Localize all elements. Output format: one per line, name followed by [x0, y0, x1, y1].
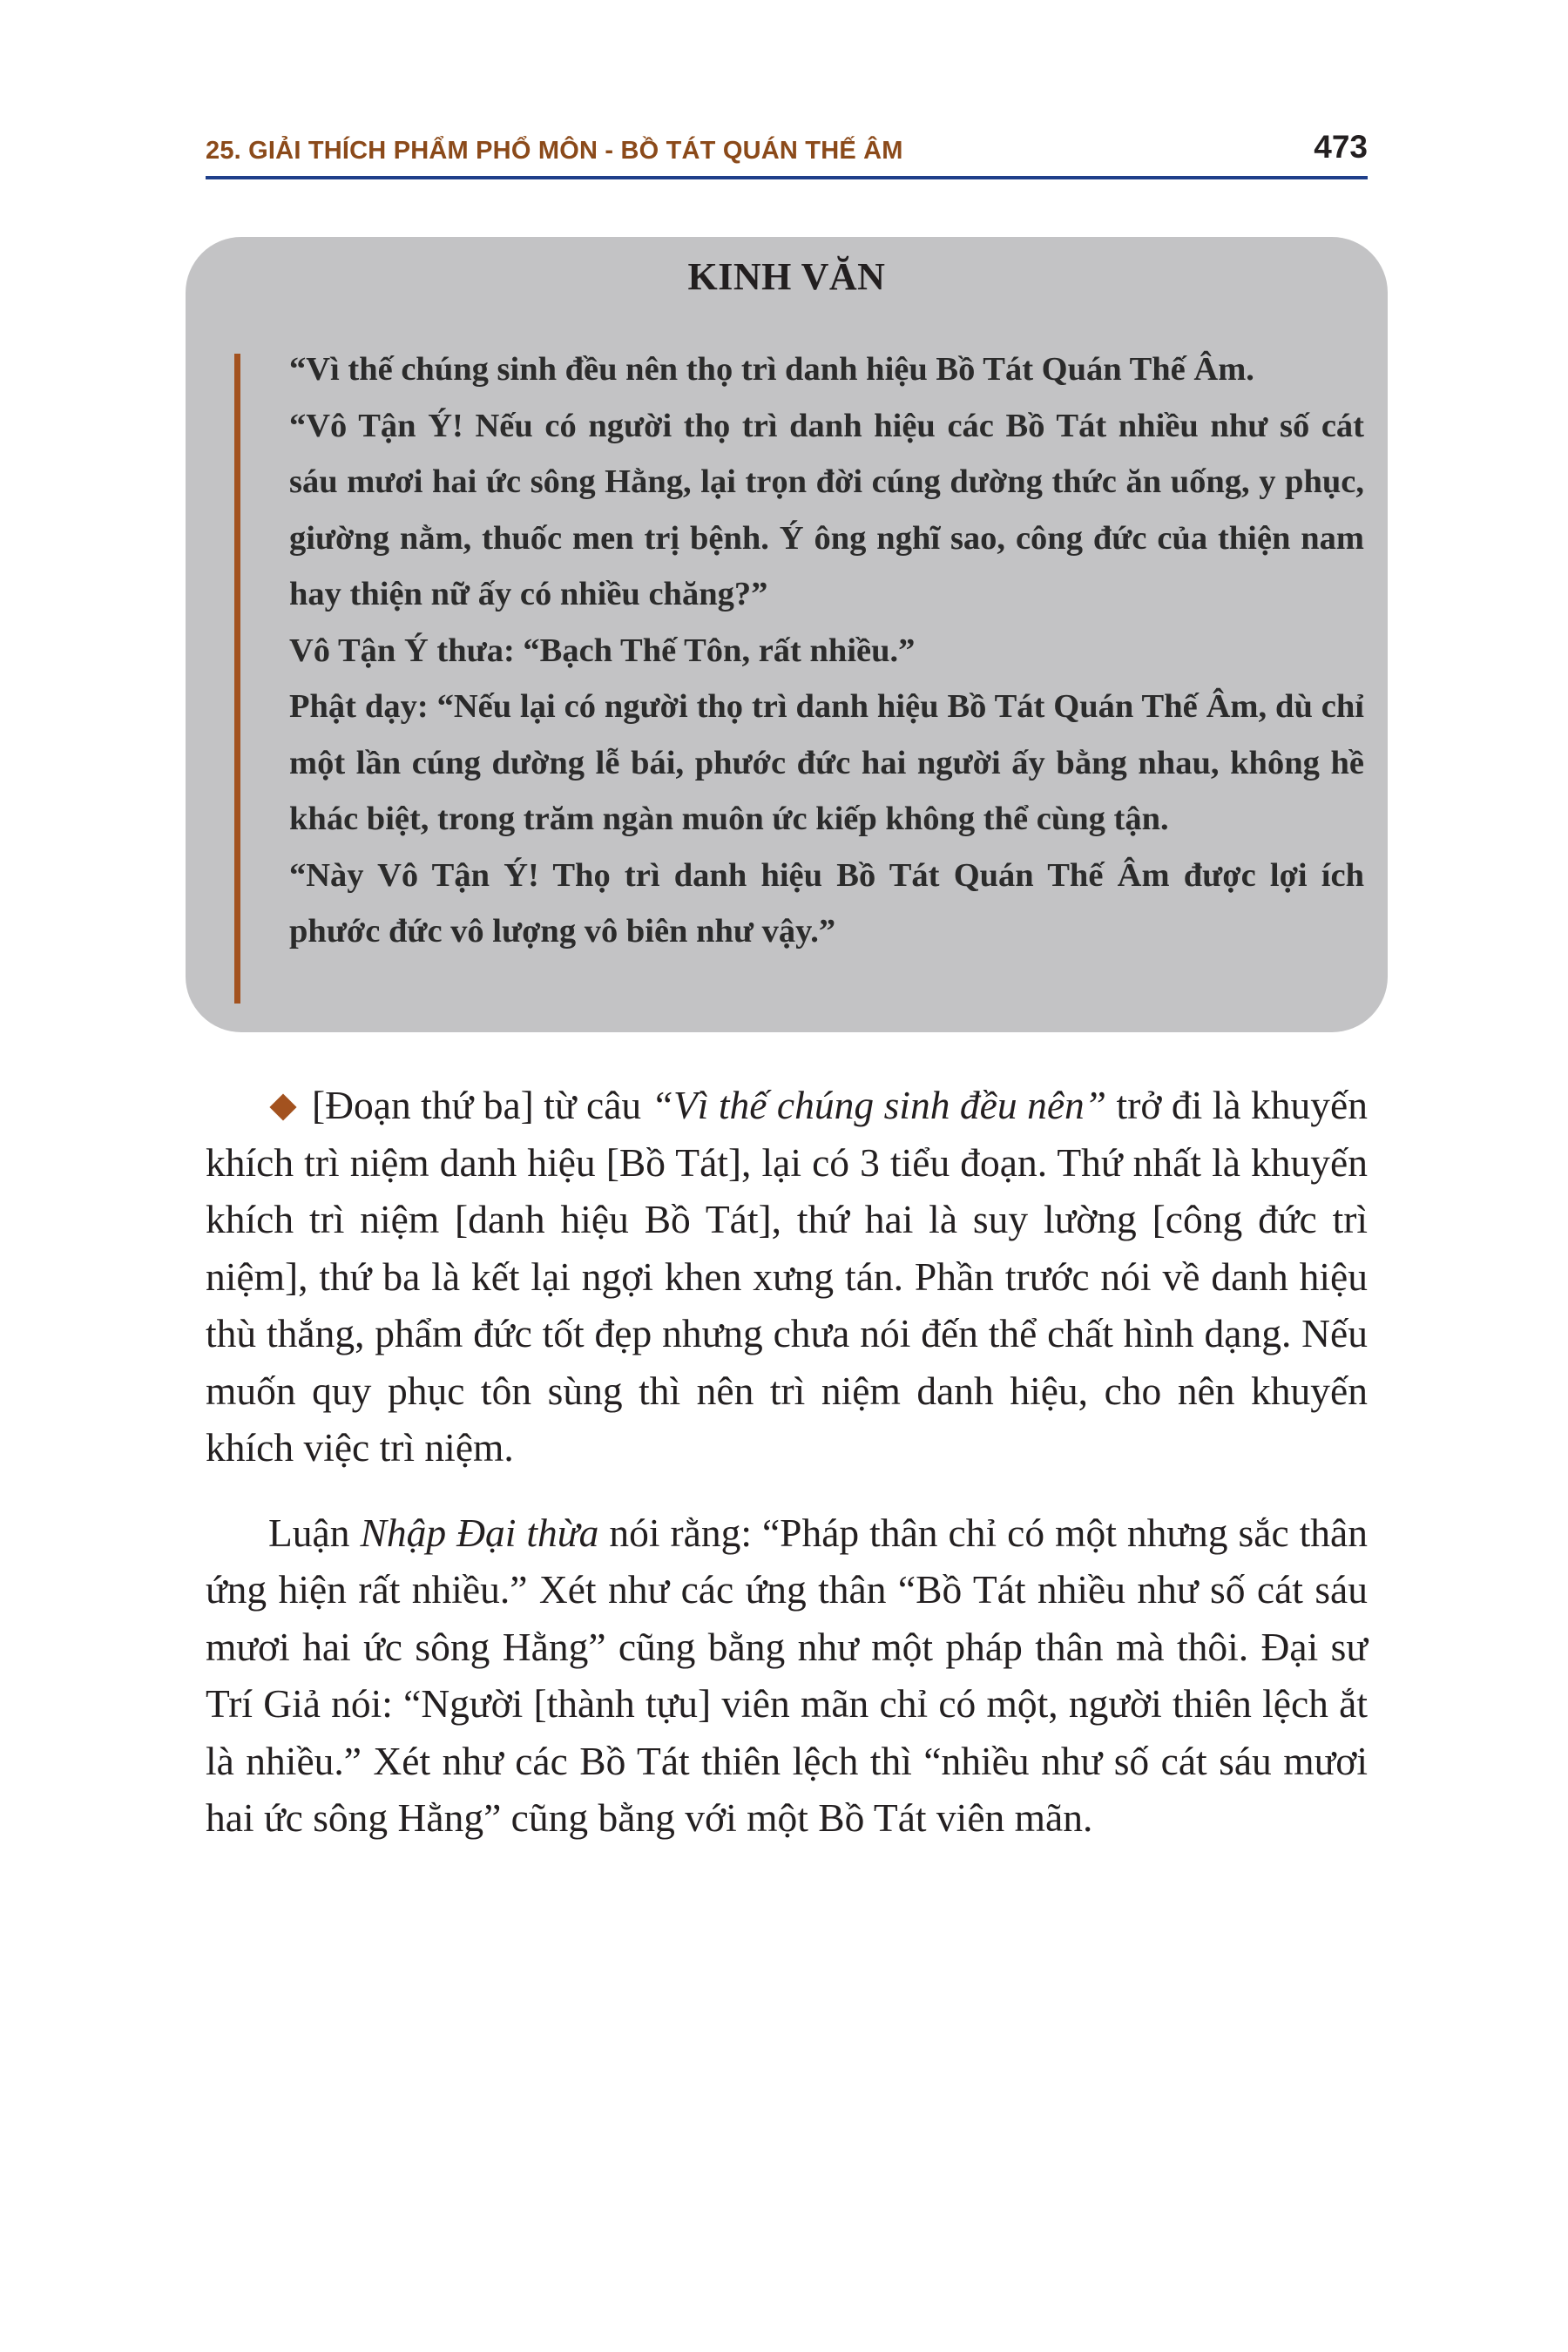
chapter-title: 25. GIẢI THÍCH PHẨM PHỔ MÔN - BỒ TÁT QUÁN THẾ ÂM [206, 137, 903, 165]
scripture-accent-bar [234, 354, 240, 1004]
commentary-text: nói rằng: “Pháp thân chỉ có một nhưng sắc thân ứng hiện rất nhiều.” Xét như các ứng thân “Bồ Tát nhiều như số cát sáu mươi hai ức sông Hằng” cũng bằng như một pháp thân mà thôi. Đại sư Trí Giả nói: “Người [thành tựu] viên mãn chỉ có một, người thiên lệch ắt là nhiều.” Xét như các Bồ Tát thiên lệch thì “nhiều như số cát sáu mươi hai ức sông Hằng” cũng bằng với một Bồ Tát viên mãn. [206, 1510, 1368, 1840]
book-title: Nhập Đại thừa [360, 1510, 599, 1555]
commentary-paragraph [206, 1077, 1368, 1477]
commentary-text: trở đi là khuyến khích trì niệm danh hiệu [Bồ Tát], lại có 3 tiểu đoạn. Thứ nhất là khuyến khích trì niệm [danh hiệu Bồ Tát], thứ hai là suy lường [công đức trì niệm], thứ ba là kết lại ngợi khen xưng tán. Phần trước nói về danh hiệu thù thắng, phẩm đức tốt đẹp nhưng chưa nói đến thể chất hình dạng. Nếu muốn quy phục tôn sùng thì nên trì niệm danh hiệu, cho nên khuyến khích việc trì niệm. [206, 1083, 1368, 1470]
scripture-paragraph: “Vô Tận Ý! Nếu có người thọ trì danh hiệu các Bồ Tát nhiều như số cát sáu mươi hai ức sông Hằng, lại trọn đời cúng dường thức ăn uống, y phục, giường nằm, thuốc men trị bệnh. Ý ông nghĩ sao, công đức của thiện nam hay thiện nữ ấy có nhiều chăng?” [289, 407, 1364, 612]
quoted-phrase: “Vì thế chúng sinh đều nên” [651, 1083, 1107, 1127]
scripture-paragraph: Vô Tận Ý thưa: “Bạch Thế Tôn, rất nhiều.” [289, 632, 916, 669]
commentary [206, 1077, 1368, 1847]
commentary-text: Luận [268, 1510, 361, 1555]
commentary-text: [Đoạn thứ ba] từ câu [312, 1083, 652, 1127]
scripture-paragraph: “Này Vô Tận Ý! Thọ trì danh hiệu Bồ Tát Quán Thế Âm được lợi ích phước đức vô lượng vô biên như vậy.” [289, 856, 1364, 950]
commentary-paragraph [206, 1504, 1368, 1847]
scripture-paragraph: Phật dạy: “Nếu lại có người thọ trì danh hiệu Bồ Tát Quán Thế Âm, dù chỉ một lần cúng dường lễ bái, phước đức hai người ấy bằng nhau, không hề khác biệt, trong trăm ngàn muôn ức kiếp không thể cùng tận. [289, 688, 1364, 837]
scripture-paragraph: “Vì thế chúng sinh đều nên thọ trì danh hiệu Bồ Tát Quán Thế Âm. [289, 351, 1254, 388]
header-rule [206, 176, 1368, 179]
scripture-box [186, 237, 1388, 1032]
scripture-text [289, 341, 1364, 960]
diamond-bullet-icon [269, 1093, 296, 1120]
running-header [206, 127, 1368, 176]
scripture-heading: KINH VĂN [687, 255, 886, 298]
page-number: 473 [1314, 129, 1368, 165]
